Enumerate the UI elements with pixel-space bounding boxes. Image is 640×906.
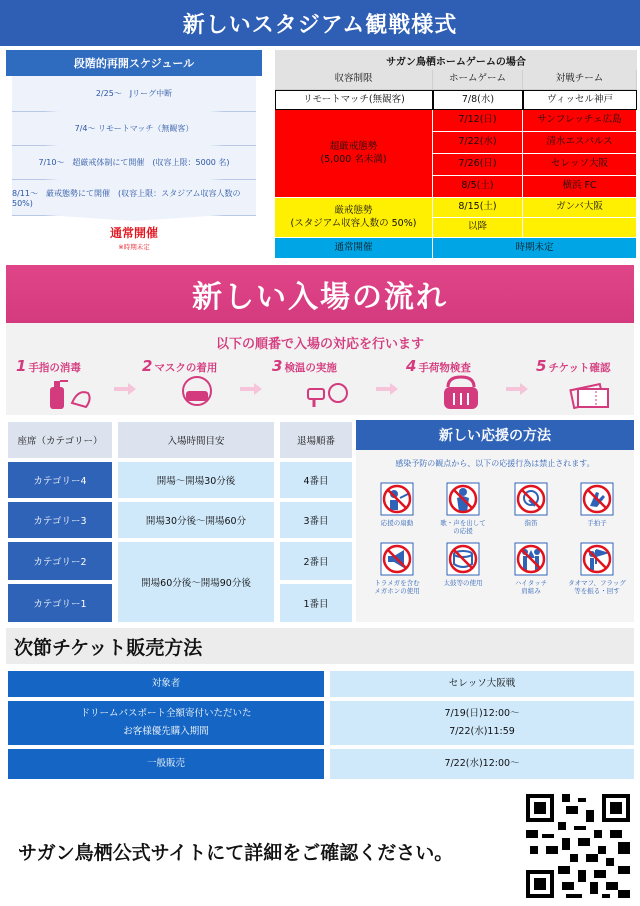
- bag-check-icon: [436, 373, 486, 413]
- mask-icon: [172, 373, 222, 413]
- arrow-right-icon: [240, 383, 262, 395]
- game-date: 8/15(土): [433, 198, 523, 218]
- no-flag-waving-icon: [580, 542, 614, 576]
- normal-label: 通常開催: [275, 238, 433, 259]
- col-header: 座席（カテゴリー）: [8, 422, 112, 458]
- arrow-right-icon: [114, 383, 136, 395]
- schedule-step: 2/25～ Jリーグ中断: [12, 76, 256, 112]
- prohibited-item: トラメガを含む メガホンの使用: [368, 542, 426, 596]
- game-date: 8/5(土): [433, 176, 523, 198]
- entry-step-1: 1 手指の消毒: [16, 357, 126, 413]
- remote-team: ヴィッセル神戸: [523, 90, 637, 110]
- game-date: 7/22(水): [433, 132, 523, 154]
- prohibited-item: 太鼓等の使用: [434, 542, 492, 587]
- arrow-right-icon: [376, 383, 398, 395]
- entry-step-2: 2 マスクの着用: [142, 357, 252, 413]
- no-high-five-icon: [514, 542, 548, 576]
- super-strict-label: 超厳戒態勢 (5,000 名未満): [275, 110, 433, 198]
- prohibited-item: 応援の扇動: [368, 482, 426, 527]
- col-header: 退場順番: [280, 422, 352, 458]
- no-whistle-icon: [514, 482, 548, 516]
- remote-label: リモートマッチ(無観客): [275, 90, 433, 110]
- order-cell: 3番目: [280, 502, 352, 538]
- game-date-after: 以降: [433, 218, 523, 238]
- qr-code-icon[interactable]: [522, 790, 634, 902]
- col-header: 収容制限: [275, 70, 433, 90]
- normal-period: 時期未定: [433, 238, 637, 259]
- entry-banner: 新しい入場の流れ: [6, 265, 634, 323]
- general-sale-cell: 一般販売: [8, 749, 324, 779]
- game-team: セレッソ大阪: [523, 154, 637, 176]
- prohibited-item: 手拍子: [568, 482, 626, 527]
- category-cell: カテゴリー3: [8, 502, 112, 538]
- time-cell: 開場30分後～開場60分: [118, 502, 274, 538]
- prohibited-item: 歌・声を出して の応援: [434, 482, 492, 536]
- prohibited-item: 指笛: [502, 482, 560, 527]
- schedule-step: 8/11～ 厳戒態勢にて開催 (収容上限：スタジアム収容人数の 50%): [12, 180, 256, 216]
- no-megaphone-icon: [380, 542, 414, 576]
- time-cell: 開場60分後～開場90分後: [118, 542, 274, 622]
- prohibited-item: ハイタッチ 肩組み: [502, 542, 560, 596]
- priority-date-cell: 7/19(日)12:00～ 7/22(水)11:59: [330, 701, 634, 745]
- remote-date: 7/8(水): [433, 90, 523, 110]
- schedule-tbd: ※時期未定: [118, 243, 150, 251]
- schedule-title: 段階的再開スケジュール: [6, 50, 262, 76]
- game-team: 横浜 FC: [523, 176, 637, 198]
- game-date: 7/26(日): [433, 154, 523, 176]
- support-desc: 感染予防の観点から、以下の応援行為は禁止されます。: [395, 459, 595, 468]
- entry-flow: [6, 323, 634, 415]
- priority-period-cell: ドリームパスポート全額寄付いただいた お客様優先購入期間: [8, 701, 324, 745]
- entry-step-5: 5 チケット確認: [536, 357, 640, 413]
- col-header: 対戦チーム: [523, 70, 637, 90]
- order-cell: 2番目: [280, 542, 352, 580]
- support-title: 新しい応援の方法: [356, 420, 634, 450]
- ticket-icon: [566, 373, 616, 413]
- game-team: サンフレッチェ広島: [523, 110, 637, 132]
- no-drum-icon: [446, 542, 480, 576]
- seating-table: [8, 422, 352, 622]
- schedule-step: 7/4～ リモートマッチ（無観客）: [12, 112, 256, 146]
- category-cell: カテゴリー1: [8, 584, 112, 622]
- strict-label: 厳戒態勢 (スタジアム収容人数の 50%): [275, 198, 433, 238]
- order-cell: 1番目: [280, 584, 352, 622]
- order-cell: 4番目: [280, 462, 352, 498]
- col-header: 入場時間目安: [118, 422, 274, 458]
- footer-text: サガン鳥栖公式サイトにて詳細をご確認ください。: [18, 842, 454, 864]
- col-header: ホームゲーム: [433, 70, 523, 90]
- ticket-section-title: 次節チケット販売方法: [6, 628, 634, 664]
- reopening-schedule: [6, 50, 262, 260]
- page-title: 新しいスタジアム観戦様式: [0, 0, 640, 46]
- col-header: セレッソ大阪戦: [330, 671, 634, 697]
- support-methods: [356, 420, 634, 622]
- game-team: 清水エスパルス: [523, 132, 637, 154]
- category-cell: カテゴリー2: [8, 542, 112, 580]
- thermometer-icon: [302, 373, 352, 413]
- game-team: ガンバ大阪: [523, 198, 637, 218]
- time-cell: 開場～開場30分後: [118, 462, 274, 498]
- no-cheering-lead-icon: [380, 482, 414, 516]
- hand-sanitize-icon: [46, 373, 96, 413]
- prohibited-item: タオマフ、フラッグ 等を振る・回す: [568, 542, 626, 596]
- general-sale-date-cell: 7/22(水)12:00～: [330, 749, 634, 779]
- arrow-right-icon: [506, 383, 528, 395]
- col-header: 対象者: [8, 671, 324, 697]
- entry-subtitle: 以下の順番で入場の対応を行います: [215, 337, 424, 352]
- game-team-empty: [523, 218, 637, 238]
- no-clapping-icon: [580, 482, 614, 516]
- category-cell: カテゴリー4: [8, 462, 112, 498]
- game-date: 7/12(日): [433, 110, 523, 132]
- entry-step-3: 3 検温の実施: [272, 357, 382, 413]
- no-singing-icon: [446, 482, 480, 516]
- home-game-table: [275, 50, 637, 260]
- entry-step-4: 4 手荷物検査: [406, 357, 516, 413]
- qr-code-graphic: [522, 790, 634, 902]
- home-game-title: サガン鳥栖ホームゲームの場合: [275, 50, 637, 70]
- schedule-step: 7/10～ 超厳戒体制にて開催 (収容上限：5000 名): [12, 146, 256, 180]
- schedule-normal: 通常開催: [109, 226, 158, 240]
